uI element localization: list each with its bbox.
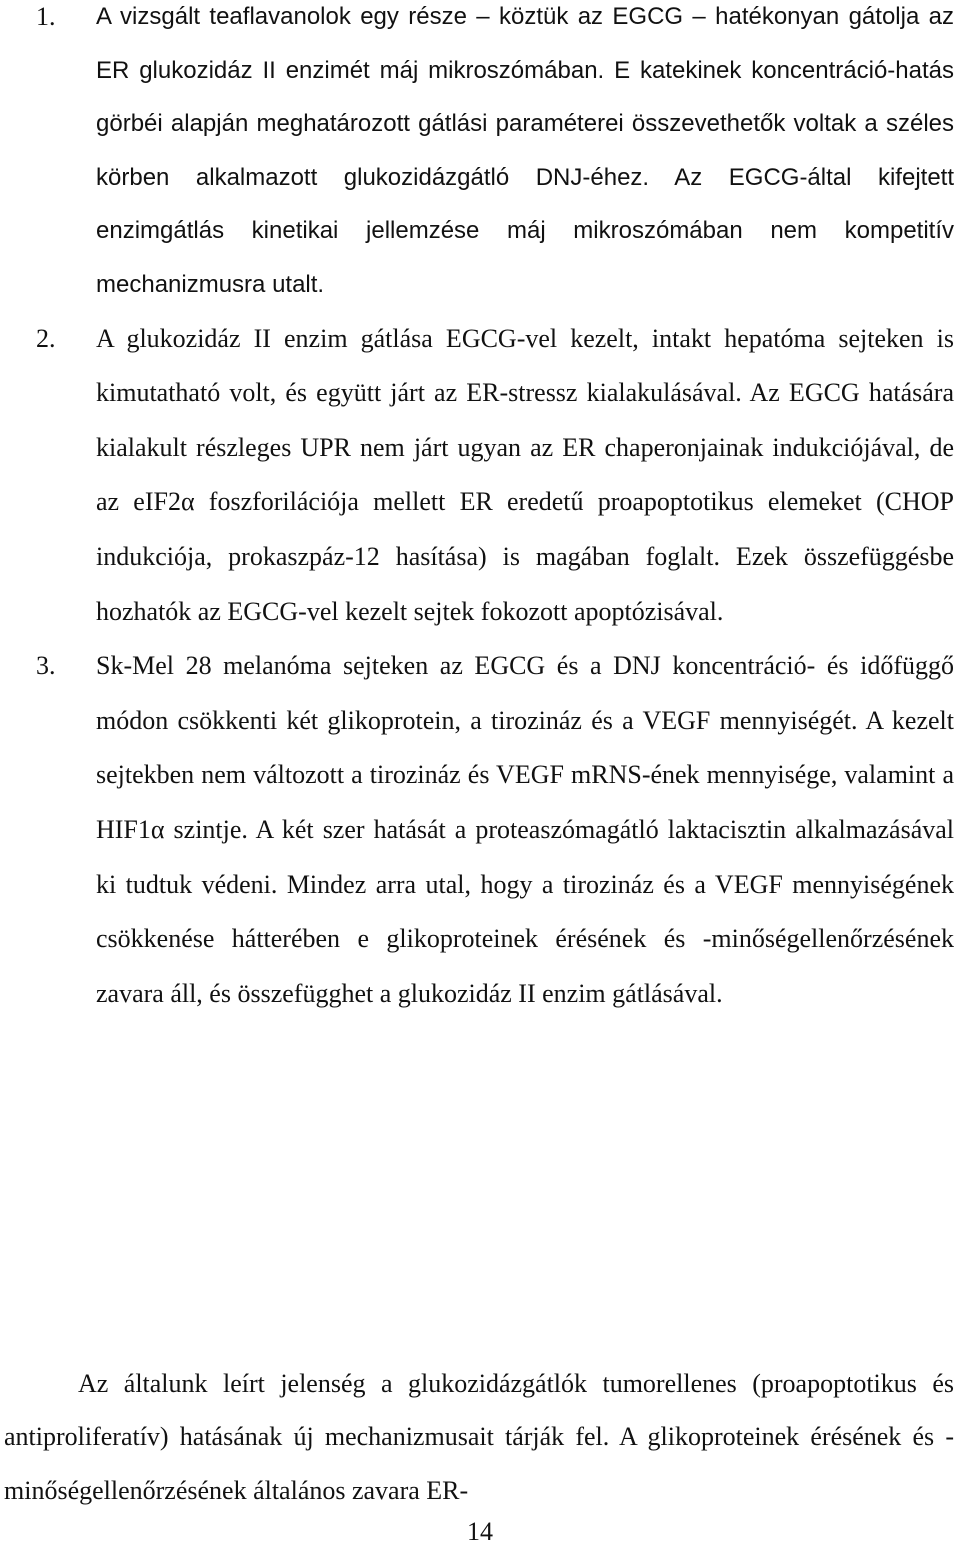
body-paragraph: Az általunk leírt jelenség a glukozidázgátlók tumorellenes (proapoptotikus és antiproliferatív) hatásának új mechanizmusait tárják fel. A glikoproteinek érésének és -minőségellenőrzésének általános zavara ER- <box>4 1369 954 1505</box>
page-number: 14 <box>467 1517 493 1546</box>
list-item-text: A vizsgált teaflavanolok egy része – köztük az EGCG – hatékonyan gátolja az ER glukozidáz II enzimét máj mikroszómában. E katekinek koncentráció-hatás görbéi alapján meghatározott gátlási paraméterei összevethetők voltak a széles körben alkalmazott glukozidázgátló DNJ-éhez. Az EGCG-által kifejtett enzimgátlás kinetikai jellemzése máj mikroszómában nem kompetitív mechanizmusra utalt. <box>96 3 954 298</box>
list-item-text: Sk-Mel 28 melanóma sejteken az EGCG és a DNJ koncentráció- és időfüggő módon csökkenti két glikoprotein, a tirozináz és a VEGF mennyiségét. A kezelt sejtekben nem változott a tirozináz és VEGF mRNS-ének mennyisége, valamint a HIF1α szintje. A két szer hatását a proteaszómagátló laktacisztin alkalmazásával ki tudtuk védeni. Mindez arra utal, hogy a tirozináz és a VEGF mennyiségének csökkenése hátterében e glikoproteinek érésének és -minőségellenőrzésének zavara áll, és összefügghet a glukozidáz II enzim gátlásával. <box>96 651 954 1008</box>
list-item-number: 2. <box>36 323 56 353</box>
list-item-text: A glukozidáz II enzim gátlása EGCG-vel kezelt, intakt hepatóma sejteken is kimutatható volt, és együtt járt az ER-stressz kialakulásával. Az EGCG hatására kialakult részleges UPR nem járt ugyan az ER chaperonjainak indukciójával, de az eIF2α foszforilációja mellett ER eredetű proapoptotikus elemeket (CHOP indukciója, prokaszpáz-12 hasítása) is magában foglalt. Ezek összefüggésbe hozhatók az EGCG-vel kezelt sejtek fokozott apoptózisával. <box>96 323 954 626</box>
list-item-1 <box>36 0 954 312</box>
list-item-2 <box>36 312 954 640</box>
list-item-number: 1. <box>36 2 56 31</box>
list-item-number: 3. <box>36 651 56 681</box>
list-item-3 <box>36 639 954 1021</box>
conclusions-list <box>36 0 954 1021</box>
